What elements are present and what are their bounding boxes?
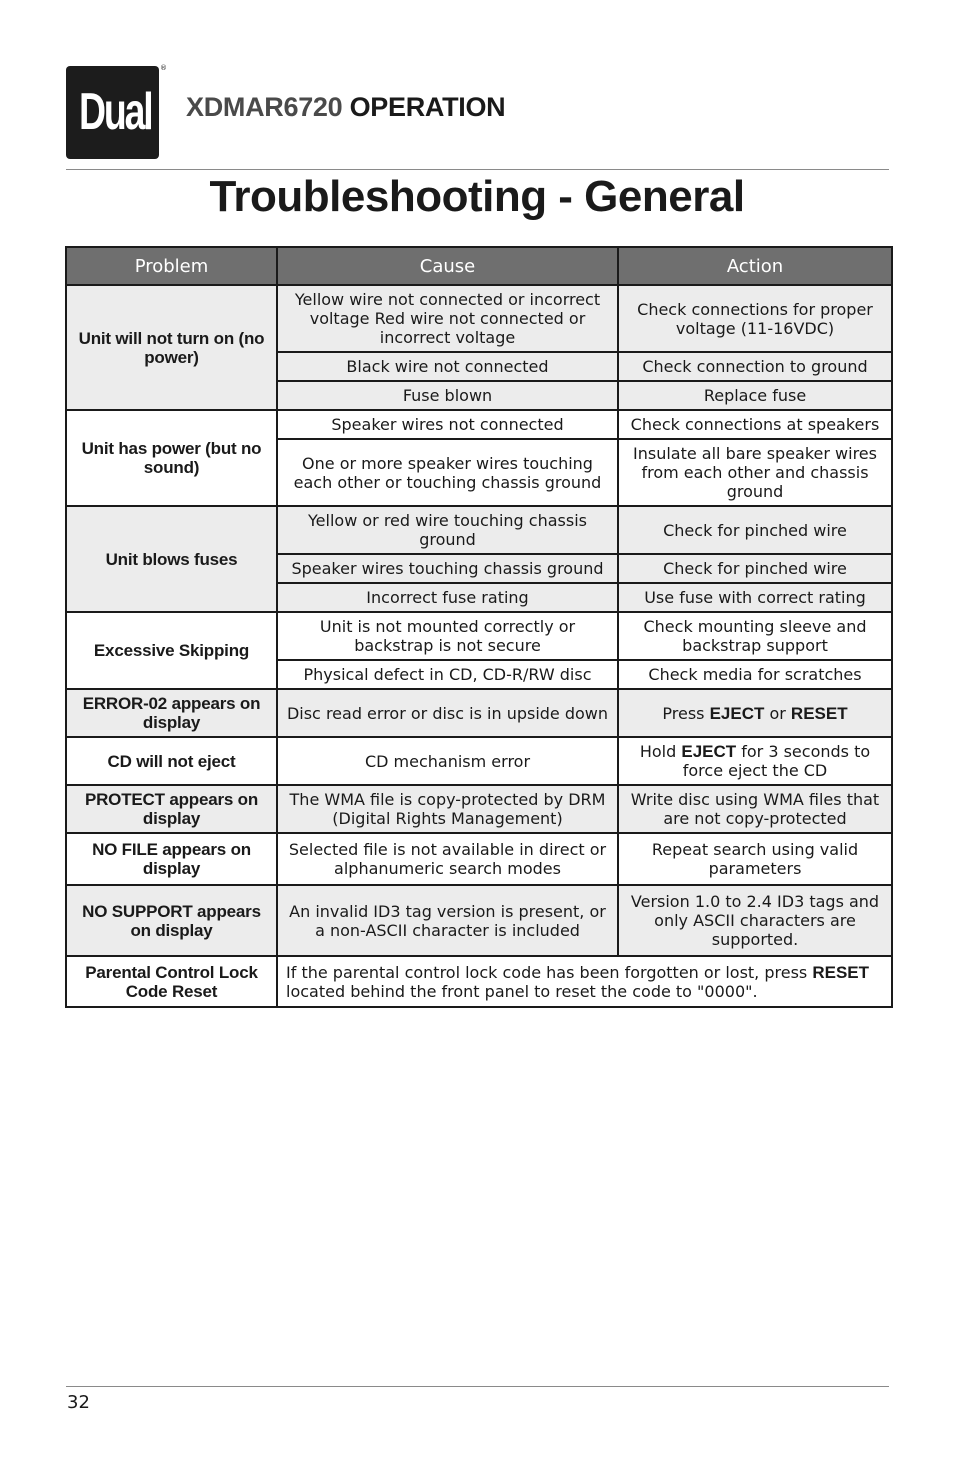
table-row <box>66 885 892 956</box>
eject-keyword: EJECT <box>681 742 737 761</box>
cause-cell: The WMA file is copy-protected by DRM (Digital Rights Management) <box>277 785 618 833</box>
action-cell: Repeat search using valid parameters <box>618 833 892 885</box>
merged-cause-action-cell <box>277 956 892 1007</box>
table-row <box>66 689 892 737</box>
action-cell: Use fuse with correct rating <box>618 583 892 612</box>
problem-cell: Unit blows fuses <box>66 506 277 612</box>
action-text: Press <box>662 703 710 723</box>
action-cell: Check for pinched wire <box>618 554 892 583</box>
header-section: OPERATION <box>349 92 506 122</box>
cause-cell: Fuse blown <box>277 381 618 410</box>
action-cell: Check for pinched wire <box>618 506 892 554</box>
table-row <box>66 956 892 1007</box>
table-header-row <box>66 247 892 285</box>
eject-keyword: EJECT <box>709 703 765 723</box>
action-cell: Check connections for proper voltage (11-16VDC) <box>618 285 892 352</box>
cause-cell: An invalid ID3 tag version is present, or a non-ASCII character is included <box>277 885 618 956</box>
problem-cell: PROTECT appears on display <box>66 785 277 833</box>
action-text: or <box>764 703 791 723</box>
table-row <box>66 410 892 439</box>
action-cell <box>618 689 892 737</box>
page-number: 32 <box>67 1392 90 1413</box>
problem-cell: Excessive Skipping <box>66 612 277 689</box>
action-cell <box>618 737 892 785</box>
problem-cell: NO FILE appears on display <box>66 833 277 885</box>
action-text: for 3 seconds to force eject the CD <box>682 742 871 780</box>
registered-mark: ® <box>160 64 167 72</box>
action-cell: Check connections at speakers <box>618 410 892 439</box>
section-header <box>186 92 505 123</box>
cause-cell: Yellow or red wire touching chassis ground <box>277 506 618 554</box>
page-title: Troubleshooting - General <box>209 172 745 221</box>
table-row <box>66 785 892 833</box>
problem-cell: ERROR-02 appears on display <box>66 689 277 737</box>
brand-logo <box>66 66 159 159</box>
table-row <box>66 612 892 660</box>
cause-cell: Yellow wire not connected or incorrect voltage Red wire not connected or incorrect voltage <box>277 285 618 352</box>
cause-cell: Physical defect in CD, CD-R/RW disc <box>277 660 618 689</box>
table-row <box>66 737 892 785</box>
action-cell: Check mounting sleeve and backstrap support <box>618 612 892 660</box>
note-text: If the parental control lock code has been forgotten or lost, press <box>286 962 813 982</box>
column-header-action: Action <box>618 247 892 285</box>
cause-cell: Selected file is not available in direct or alphanumeric search modes <box>277 833 618 885</box>
problem-cell: Unit will not turn on (no power) <box>66 285 277 410</box>
header-divider <box>66 169 889 170</box>
table-row <box>66 506 892 554</box>
cause-cell: Speaker wires not connected <box>277 410 618 439</box>
cause-cell: Unit is not mounted correctly or backstrap is not secure <box>277 612 618 660</box>
action-cell: Replace fuse <box>618 381 892 410</box>
problem-cell: Unit has power (but no sound) <box>66 410 277 506</box>
cause-cell: Disc read error or disc is in upside down <box>277 689 618 737</box>
reset-keyword: RESET <box>790 703 848 723</box>
action-text: Hold <box>639 742 682 761</box>
cause-cell: Black wire not connected <box>277 352 618 381</box>
footer-divider <box>66 1386 889 1387</box>
action-cell: Write disc using WMA files that are not copy-protected <box>618 785 892 833</box>
cause-cell: Incorrect fuse rating <box>277 583 618 612</box>
note-text: located behind the front panel to reset the code to "0000". <box>286 981 758 1001</box>
column-header-cause: Cause <box>277 247 618 285</box>
problem-cell: NO SUPPORT appears on display <box>66 885 277 956</box>
problem-cell: Parental Control Lock Code Reset <box>66 956 277 1007</box>
problem-cell: CD will not eject <box>66 737 277 785</box>
reset-keyword: RESET <box>812 962 870 982</box>
cause-cell: Speaker wires touching chassis ground <box>277 554 618 583</box>
action-cell: Insulate all bare speaker wires from each other and chassis ground <box>618 439 892 506</box>
brand-logo-text: Dual <box>79 83 152 141</box>
cause-cell: One or more speaker wires touching each other or touching chassis ground <box>277 439 618 506</box>
table-row <box>66 285 892 352</box>
table-row <box>66 833 892 885</box>
action-cell: Version 1.0 to 2.4 ID3 tags and only ASCII characters are supported. <box>618 885 892 956</box>
troubleshooting-table <box>65 246 893 1008</box>
action-cell: Check connection to ground <box>618 352 892 381</box>
cause-cell: CD mechanism error <box>277 737 618 785</box>
column-header-problem: Problem <box>66 247 277 285</box>
header-model: XDMAR6720 <box>186 92 343 122</box>
action-cell: Check media for scratches <box>618 660 892 689</box>
